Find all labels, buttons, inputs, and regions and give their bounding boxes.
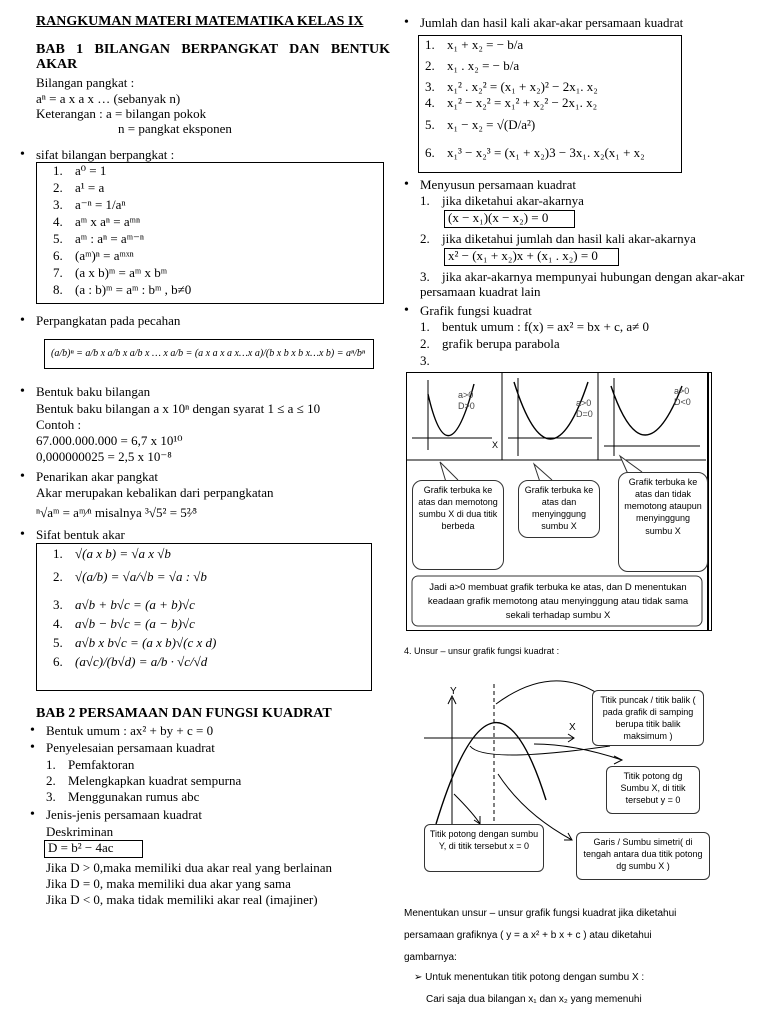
panel-label: a>0	[458, 390, 474, 400]
page-title: RANGKUMAN MATERI MATEMATIKA KELAS IX	[36, 14, 364, 29]
sifat-box	[36, 162, 384, 304]
akar-line: Akar merupakan kebalikan dari perpangkatan	[36, 485, 274, 500]
unsur-title: 4. Unsur – unsur grafik fungsi kuadrat :	[404, 646, 560, 656]
pecahan-formula: (a/b)ⁿ = a/b x a/b x a/b x … x a/b = (a x a x a x…x a)/(b x b x b x…x b) = aⁿ/bⁿ	[51, 348, 366, 360]
list-item: 5. aᵐ : aⁿ = aᵐ⁻ⁿ	[53, 231, 145, 246]
bab2-heading: BAB 2 PERSAMAAN DAN FUNGSI KUADRAT	[36, 706, 332, 721]
intro-line: Keterangan : a = bilangan pokok	[36, 106, 207, 121]
akar-title: • Penarikan akar pangkat	[36, 470, 158, 485]
menentukan-line: Menentukan unsur – unsur grafik fungsi kuadrat jika diketahui	[404, 908, 677, 919]
deskriminan-label: Deskriminan	[46, 824, 114, 839]
list-item: 5. x₁ − x₂ = √(D/a²)	[425, 117, 536, 132]
pecahan-box	[44, 339, 374, 369]
panel-label: D<0	[674, 397, 691, 407]
list-item: 1. a⁰ = 1	[53, 163, 107, 178]
jenis-line: Jika D > 0,maka memiliki dua akar real yang berlainan	[46, 860, 333, 875]
baku-line: 67.000.000.000 = 6,7 x 10¹⁰	[36, 433, 183, 448]
bubble-note: Grafik terbuka ke atas dan tidak memotong ataupun menyinggung sumbu X	[618, 472, 708, 572]
jadi-text: Jadi a>0 membuat grafik terbuka ke atas, dan D menentukan keadaan grafik memotong atau menyinggung atau tidak sama sekali terhadap sumbu X	[427, 582, 689, 621]
list-item: 7. (a x b)ᵐ = aᵐ x bᵐ	[53, 265, 168, 280]
list-item: 1. x₁ + x₂ = − b/a	[425, 37, 524, 52]
baku-title: • Bentuk baku bilangan	[36, 385, 150, 400]
list-item: 2. jika diketahui jumlah dan hasil kali akar-akarnya	[420, 231, 696, 246]
list-item: 3. x₁² . x₂² = (x₁ + x₂)² − 2x₁. x₂	[425, 79, 598, 94]
jumlah-list	[419, 36, 681, 164]
intro-line: n = pangkat eksponen	[118, 121, 232, 136]
list-item: 4. aᵐ x aⁿ = aᵐⁿ	[53, 214, 141, 229]
bab1-heading: BAB 1 BILANGAN BERPANGKAT DAN BENTUK AKAR	[36, 42, 390, 73]
list-item: 3.	[420, 353, 430, 368]
sifat-akar-list	[37, 544, 371, 674]
sifat-title: • sifat bilangan berpangkat :	[36, 148, 174, 163]
panel-label: D=0	[576, 409, 593, 419]
list-item: 3. a⁻ⁿ = 1/aⁿ	[53, 197, 126, 212]
jenis-title: • Jenis-jenis persamaan kuadrat	[46, 808, 202, 823]
menyusun-box-1: (x − x₁)(x − x₂) = 0	[444, 210, 575, 228]
list-item: 3. Menggunakan rumus abc	[46, 789, 200, 804]
list-item: 1. bentuk umum : f(x) = ax² = bx + c, a≠ 0	[420, 319, 650, 334]
jumlah-box	[418, 35, 682, 173]
penyelesaian-title: • Penyelesaian persamaan kuadrat	[46, 741, 215, 756]
list-item: 3. a√b + b√c = (a + b)√c	[53, 597, 195, 612]
deskriminan-box: D = b² − 4ac	[44, 840, 143, 858]
list-item: 6. (a√c)/(b√d) = a/b · √c/√d	[53, 654, 208, 669]
jenis-line: Jika D = 0, maka memiliki dua akar yang sama	[46, 876, 291, 891]
bubble-note: Grafik terbuka ke atas dan memotong sumbu X di dua titik berbeda	[412, 480, 504, 570]
unsur-box: Titik puncak / titik balik ( pada grafik di samping berupa titik balik maksimum )	[592, 690, 704, 746]
intro-line: aⁿ = a x a x … (sebanyak n)	[36, 91, 181, 106]
list-item: 4. x₁² − x₂² = x₁² + x₂² − 2x₁. x₂	[425, 95, 598, 110]
list-item: 1. Pemfaktoran	[46, 757, 135, 772]
axis-x-label: X	[569, 722, 576, 733]
unsur-box: Titik potong dengan sumbu Y, di titik tersebut x = 0	[424, 824, 544, 872]
baku-line: Bentuk baku bilangan a x 10ⁿ dengan syarat 1 ≤ a ≤ 10	[36, 401, 321, 416]
baku-line: 0,000000025 = 2,5 x 10⁻⁸	[36, 449, 172, 464]
list-item: 4. a√b − b√c = (a − b)√c	[53, 616, 195, 631]
bubble-note: Grafik terbuka ke atas dan menyinggung sumbu X	[518, 480, 600, 538]
panel-label: a>0	[576, 398, 592, 408]
list-item: 6. (aᵐ)ⁿ = aᵐˣⁿ	[53, 248, 134, 263]
list-item: 1. √(a x b) = √a x √b	[53, 546, 171, 561]
list-item: 1. jika diketahui akar-akarnya	[420, 193, 584, 208]
pecahan-title: • Perpangkatan pada pecahan	[36, 314, 180, 329]
list-item: 5. a√b x b√c = (a x b)√(c x d)	[53, 635, 217, 650]
panel-label: D>0	[458, 401, 475, 411]
axis-label: X	[492, 440, 499, 450]
list-item: 2. Melengkapkan kuadrat sempurna	[46, 773, 242, 788]
menyusun-box-2: x² − (x₁ + x₂)x + (x₁ . x₂) = 0	[444, 248, 619, 266]
list-item: 2. √(a/b) = √a/√b = √a : √b	[53, 569, 207, 584]
baku-line: Contoh :	[36, 417, 82, 432]
unsur-box: Garis / Sumbu simetri( di tengah antara dua titik potong dg sumbu X )	[576, 832, 710, 880]
grafik-title: • Grafik fungsi kuadrat	[420, 304, 532, 319]
sifat-akar-box	[36, 543, 372, 691]
menentukan-line: gambarnya:	[404, 952, 457, 963]
arrow-line	[454, 794, 480, 824]
panel-label: a>0	[674, 386, 690, 396]
jumlah-title: • Jumlah dan hasil kali akar-akar persamaan kuadrat	[420, 16, 683, 31]
list-item: 8. (a : b)ᵐ = aᵐ : bᵐ , b≠0	[53, 282, 192, 297]
list-item: 3. jika akar-akarnya mempunyai hubungan dengan akar-akar persamaan kuadrat lain	[420, 269, 745, 299]
cari-line: Cari saja dua bilangan x₁ dan x₂ yang memenuhi	[426, 994, 642, 1005]
list-item: 6. x₁³ − x₂³ = (x₁ + x₂)3 − 3x₁. x₂(x₁ + x₂	[425, 145, 645, 160]
unsur-box: Titik potong dg Sumbu X, di titik tersebut y = 0	[606, 766, 700, 814]
sifat-akar-title: • Sifat bentuk akar	[36, 528, 125, 543]
list-item: 2. grafik berupa parabola	[420, 336, 560, 351]
axis-y-label: Y	[450, 686, 457, 697]
list-item: 2. a¹ = a	[53, 180, 105, 195]
intro-line: Bilangan pangkat :	[36, 75, 135, 90]
akar-line: ⁿ√aᵐ = aᵐ⁄ⁿ misalnya ³√5² = 5²⁄³	[36, 505, 197, 520]
menyusun-title: • Menyusun persamaan kuadrat	[420, 178, 576, 193]
bentuk-umum: • Bentuk umum : ax² + by + c = 0	[46, 724, 213, 739]
list-item: 2. x₁ . x₂ = − b/a	[425, 58, 520, 73]
untuk-line: ➢ Untuk menentukan titik potong dengan sumbu X :	[414, 972, 645, 983]
menentukan-line: persamaan grafiknya ( y = a x² + b x + c ) atau diketahui	[404, 930, 652, 941]
jenis-line: Jika D < 0, maka tidak memiliki akar real (imajiner)	[46, 892, 318, 907]
sifat-list	[37, 163, 383, 300]
